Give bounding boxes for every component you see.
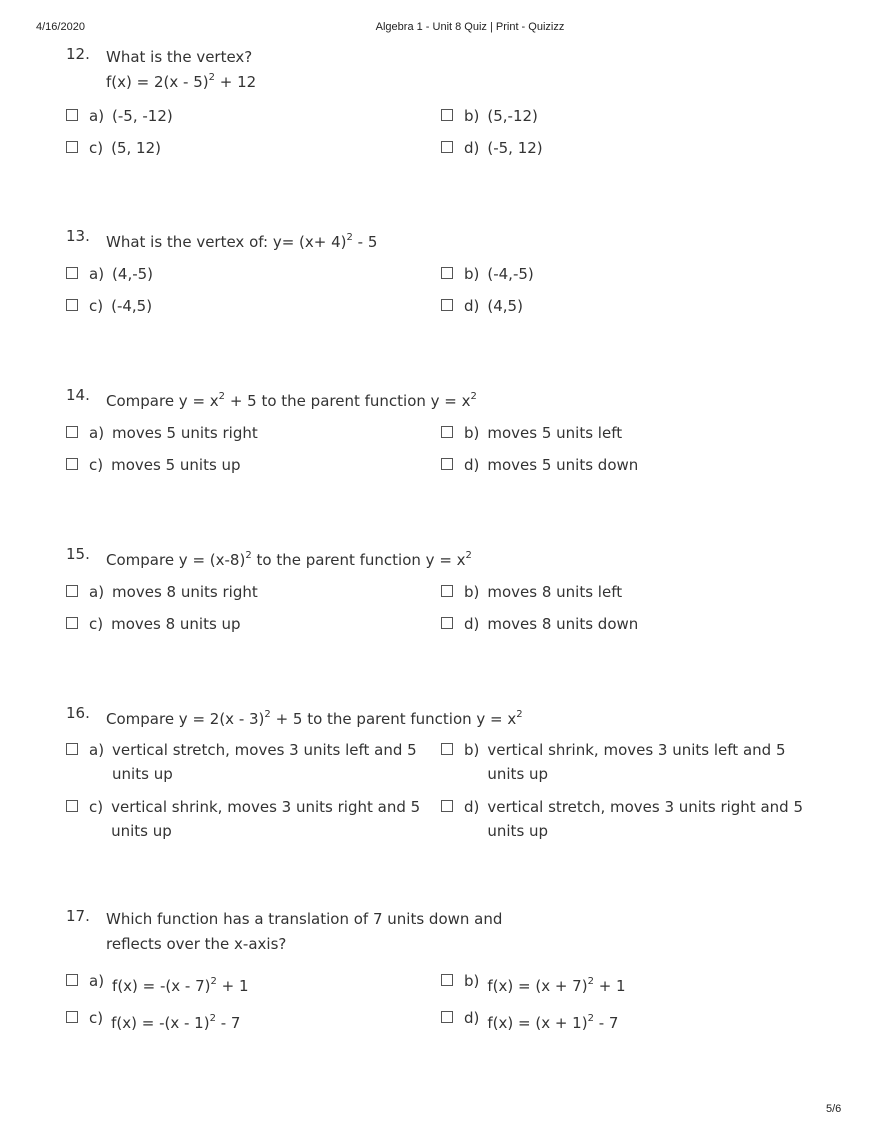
- option-text: vertical stretch, moves 3 units left and 5 units up: [112, 741, 417, 783]
- option-label: d): [464, 615, 480, 633]
- option-b[interactable]: [441, 580, 811, 604]
- option-label: c): [89, 615, 104, 633]
- option-text: $f(x) = (x + 7)^2 + 1$: [487, 976, 626, 995]
- option-text: moves 5 units left: [487, 424, 623, 442]
- option-b[interactable]: [441, 262, 811, 286]
- option-text: (5,-12): [487, 107, 538, 125]
- print-date: 4/16/2020: [36, 21, 85, 33]
- question-expression: f(x) = 2(x - 5)$^2$ + 12: [106, 72, 257, 91]
- checkbox[interactable]: [66, 299, 78, 311]
- option-label: b): [464, 107, 480, 125]
- option-text: (-5, 12): [487, 139, 543, 157]
- option-c[interactable]: [66, 136, 421, 160]
- option-a[interactable]: [66, 104, 421, 128]
- option-a[interactable]: [66, 421, 421, 445]
- option-c[interactable]: [66, 795, 421, 843]
- option-b[interactable]: [441, 969, 811, 993]
- option-text: vertical shrink, moves 3 units left and 5 units up: [487, 741, 786, 783]
- checkbox[interactable]: [66, 617, 78, 629]
- option-d[interactable]: [441, 453, 811, 477]
- option-text: $f(x) = (x + 1)^2 - 7$: [487, 1013, 619, 1032]
- question-line: Which function has a translation of 7 units down and: [106, 910, 503, 928]
- option-d[interactable]: [441, 136, 811, 160]
- option-label: a): [89, 424, 105, 442]
- option-label: c): [89, 139, 104, 157]
- question-text: What is the vertex of: $y= (x+ 4)^2 - 5$: [106, 232, 378, 251]
- option-d[interactable]: [441, 1006, 811, 1030]
- checkbox[interactable]: [441, 109, 453, 121]
- question-number: 14.: [66, 386, 90, 404]
- checkbox[interactable]: [441, 299, 453, 311]
- option-text: (-5, -12): [112, 107, 173, 125]
- checkbox[interactable]: [66, 800, 78, 812]
- question-number: 16.: [66, 704, 90, 722]
- option-a[interactable]: [66, 969, 421, 993]
- option-label: a): [89, 972, 105, 990]
- option-label: d): [464, 297, 480, 315]
- checkbox[interactable]: [66, 141, 78, 153]
- option-b[interactable]: [441, 104, 811, 128]
- option-label: b): [464, 741, 480, 759]
- checkbox[interactable]: [441, 458, 453, 470]
- question-text: [106, 907, 526, 957]
- checkbox[interactable]: [441, 1011, 453, 1023]
- option-c[interactable]: [66, 1006, 421, 1030]
- checkbox[interactable]: [441, 426, 453, 438]
- checkbox[interactable]: [66, 426, 78, 438]
- checkbox[interactable]: [66, 585, 78, 597]
- option-d[interactable]: [441, 795, 811, 843]
- option-label: b): [464, 265, 480, 283]
- option-label: c): [89, 297, 104, 315]
- option-text: (-4,-5): [487, 265, 534, 283]
- option-text: (4,-5): [112, 265, 154, 283]
- option-label: a): [89, 583, 105, 601]
- option-label: a): [89, 741, 105, 759]
- checkbox[interactable]: [66, 267, 78, 279]
- option-b[interactable]: [441, 421, 811, 445]
- option-text: (4,5): [487, 297, 523, 315]
- checkbox[interactable]: [66, 109, 78, 121]
- question-text: Compare y = 2(x - 3)$^2$ + 5 to the parent function $y = x^2$: [106, 709, 523, 728]
- option-label: c): [89, 1009, 104, 1027]
- question-number: 15.: [66, 545, 90, 563]
- option-label: d): [464, 798, 480, 816]
- page-number: 5/6: [826, 1103, 842, 1115]
- option-a[interactable]: [66, 262, 421, 286]
- option-text: vertical shrink, moves 3 units right and 5 units up: [111, 798, 421, 840]
- question-number: 13.: [66, 227, 90, 245]
- question-line: reflects over the x-axis?: [106, 935, 287, 953]
- checkbox[interactable]: [66, 1011, 78, 1023]
- option-text: moves 8 units down: [487, 615, 639, 633]
- option-text: f(x) = -(x - 1)$^2$ - 7: [111, 1013, 241, 1032]
- question-text: Compare $y = (x-8)^2$ to the parent function $y = x^2$: [106, 550, 472, 569]
- option-label: a): [89, 107, 105, 125]
- option-text: (5, 12): [111, 139, 161, 157]
- option-label: b): [464, 972, 480, 990]
- checkbox[interactable]: [441, 800, 453, 812]
- option-c[interactable]: [66, 453, 421, 477]
- option-label: c): [89, 798, 104, 816]
- option-label: b): [464, 424, 480, 442]
- option-text: moves 8 units left: [487, 583, 623, 601]
- option-label: b): [464, 583, 480, 601]
- option-label: d): [464, 1009, 480, 1027]
- checkbox[interactable]: [441, 141, 453, 153]
- checkbox[interactable]: [441, 743, 453, 755]
- question-text: Compare $y = x^2 + 5$ to the parent function $y = x^2$: [106, 391, 477, 410]
- question-number: 17.: [66, 907, 90, 925]
- question-number: 12.: [66, 45, 90, 63]
- checkbox[interactable]: [441, 267, 453, 279]
- option-c[interactable]: [66, 612, 421, 636]
- option-label: d): [464, 139, 480, 157]
- option-text: moves 8 units right: [112, 583, 258, 601]
- checkbox[interactable]: [66, 974, 78, 986]
- option-text: vertical stretch, moves 3 units right and 5 units up: [487, 798, 803, 840]
- option-text: (-4,5): [111, 297, 153, 315]
- option-b[interactable]: [441, 738, 811, 786]
- option-label: c): [89, 456, 104, 474]
- option-text: moves 5 units down: [487, 456, 639, 474]
- question-line: What is the vertex?: [106, 48, 253, 66]
- option-label: d): [464, 456, 480, 474]
- option-label: a): [89, 265, 105, 283]
- checkbox[interactable]: [441, 617, 453, 629]
- checkbox[interactable]: [66, 743, 78, 755]
- option-a[interactable]: [66, 738, 421, 786]
- question-text: [106, 45, 526, 95]
- option-a[interactable]: [66, 580, 421, 604]
- page-title: Algebra 1 - Unit 8 Quiz | Print - Quizizz: [375, 21, 565, 33]
- checkbox[interactable]: [66, 458, 78, 470]
- option-d[interactable]: [441, 294, 811, 318]
- option-d[interactable]: [441, 612, 811, 636]
- option-text: moves 5 units up: [111, 456, 241, 474]
- option-text: moves 8 units up: [111, 615, 241, 633]
- checkbox[interactable]: [441, 974, 453, 986]
- option-text: moves 5 units right: [112, 424, 258, 442]
- checkbox[interactable]: [441, 585, 453, 597]
- option-c[interactable]: [66, 294, 421, 318]
- option-text: f(x) = -(x - 7)$^2$ + 1: [112, 976, 249, 995]
